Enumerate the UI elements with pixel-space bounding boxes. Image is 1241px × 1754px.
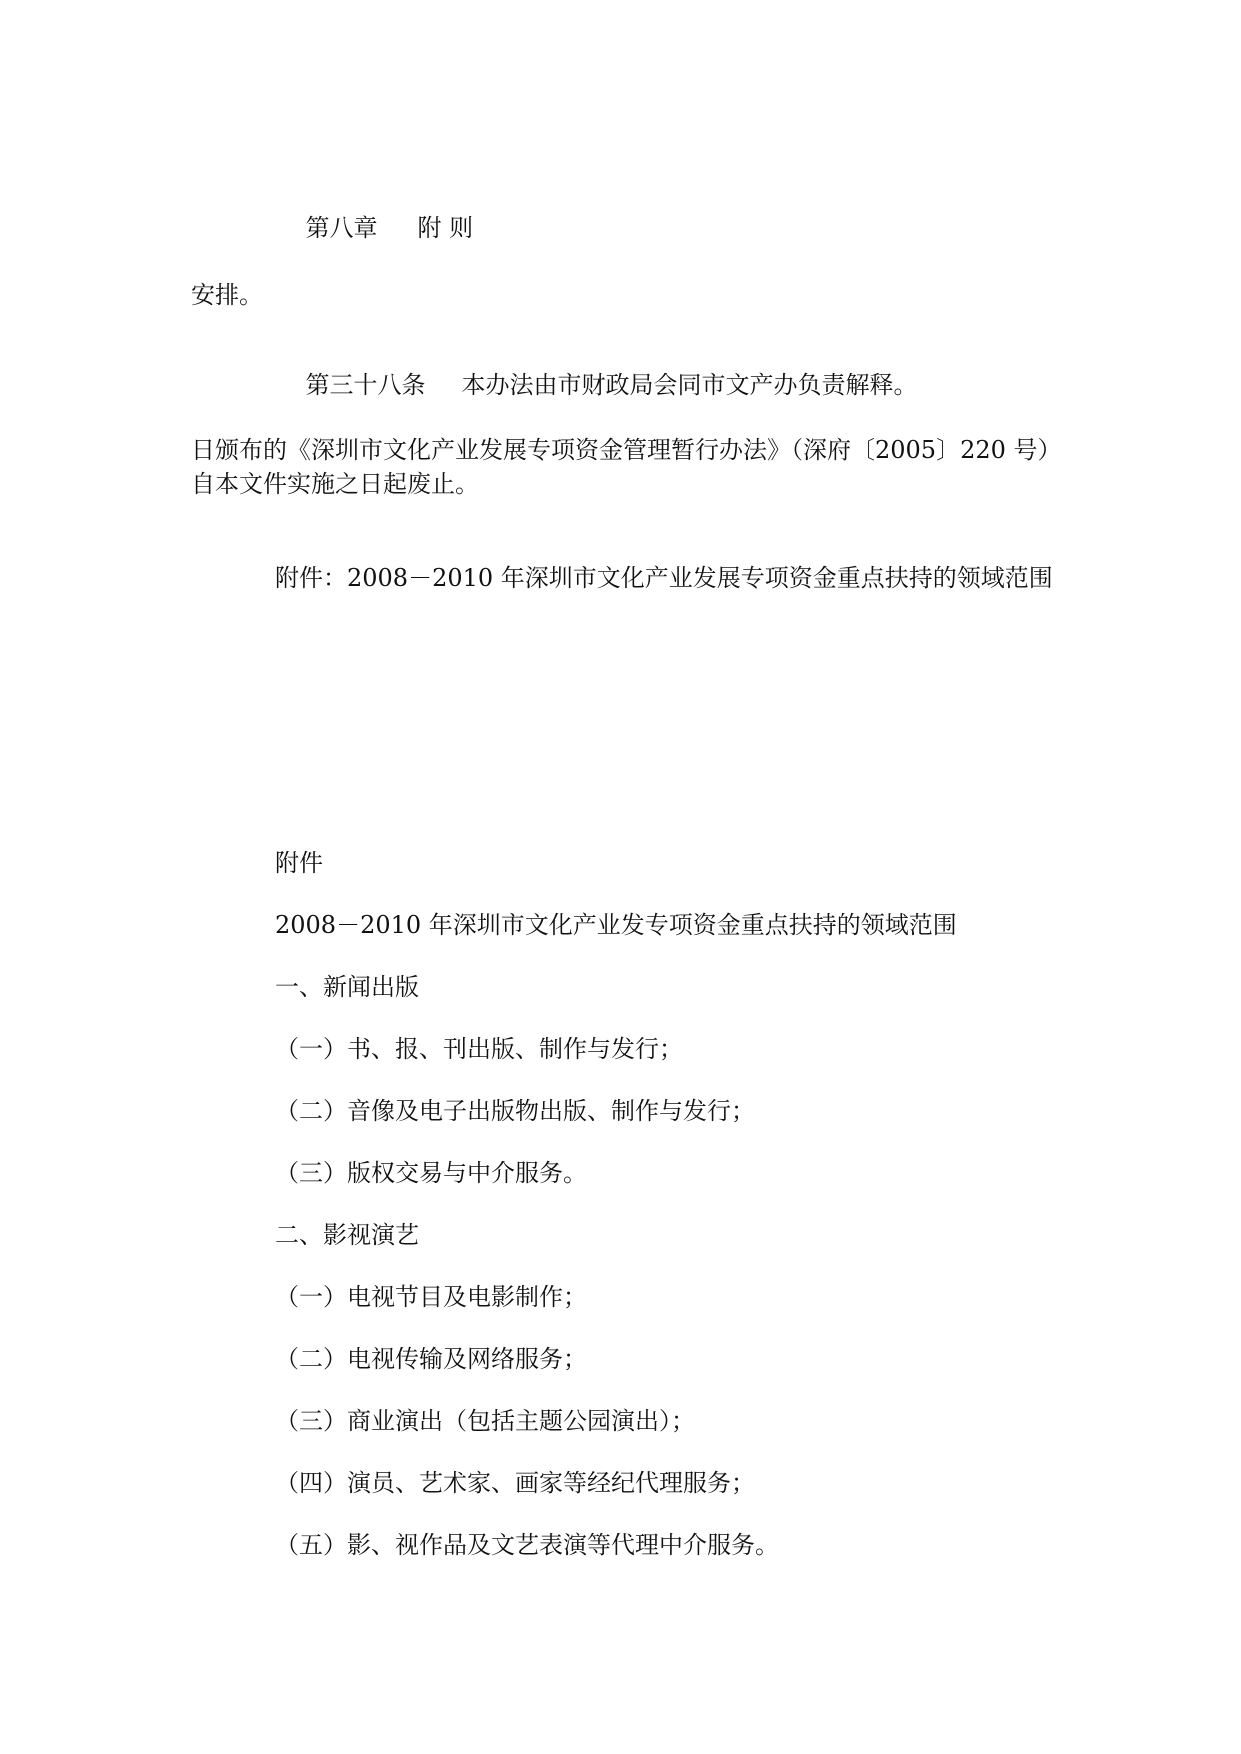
section-heading: 一、新闻出版	[275, 973, 419, 1001]
chapter-title: 第八章	[305, 214, 378, 242]
article-37-continuation: 安排。	[191, 281, 263, 309]
list-item: （三）商业演出（包括主题公园演出）；	[275, 1407, 695, 1435]
attachment-note-text: 附件：2008－2010 年深圳市文化产业发展专项资金重点扶持的领域范围	[275, 564, 1053, 592]
appendix-title: 2008－2010 年深圳市文化产业发专项资金重点扶持的领域范围	[275, 911, 957, 939]
list-item: （四）演员、艺术家、画家等经纪代理服务；	[275, 1469, 755, 1497]
chapter-subtitle: 附 则	[417, 214, 474, 242]
article-37-line1	[275, 246, 1059, 280]
list-item: （五）影、视作品及文艺表演等代理中介服务。	[275, 1531, 779, 1559]
article-37-number	[321, 279, 441, 280]
list-item: （一）书、报、刊出版、制作与发行；	[275, 1035, 683, 1063]
article-39-text-2: 日颁布的《深圳市文化产业发展专项资金管理暂行办法》（深府〔2005〕220 号）	[191, 436, 1062, 464]
list-item: （三）版权交易与中介服务。	[275, 1159, 587, 1187]
article-37-text	[477, 279, 1059, 280]
article-38-number: 第三十八条	[305, 371, 426, 399]
article-38-text: 本办法由市财政局会同市文产办负责解释。	[461, 371, 918, 399]
attachment-note	[275, 561, 1059, 595]
article-39-line1	[275, 401, 1059, 435]
section-heading: 二、影视演艺	[275, 1221, 419, 1249]
list-item: （二）电视传输及网络服务；	[275, 1345, 587, 1373]
list-item: （一）电视节目及电影制作；	[275, 1283, 587, 1311]
article-39-text-3: 自本文件实施之日起废止。	[191, 470, 479, 498]
appendix-label: 附件	[275, 849, 323, 877]
list-item: （二）音像及电子出版物出版、制作与发行；	[275, 1097, 755, 1125]
